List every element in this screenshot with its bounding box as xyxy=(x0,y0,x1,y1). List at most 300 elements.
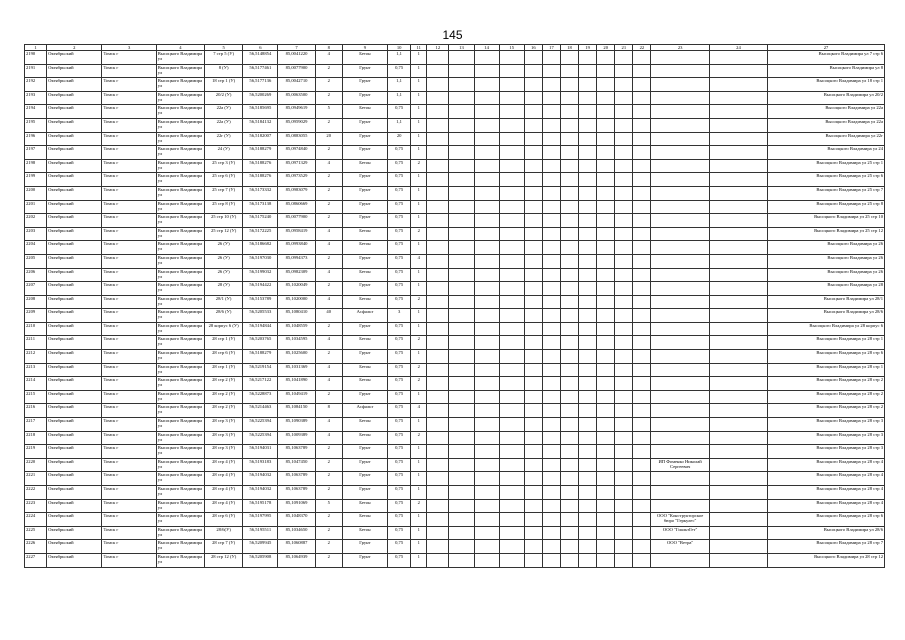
empty-cell xyxy=(560,431,578,445)
house-cell: 28 стр 6 (У) xyxy=(205,350,243,364)
surface-cell: Грунт xyxy=(342,458,387,472)
empty-cell xyxy=(560,268,578,282)
table-row xyxy=(25,118,885,132)
area-cell: 4 xyxy=(315,159,342,173)
empty-cell xyxy=(615,132,633,146)
empty-cell xyxy=(597,390,615,404)
empty-cell xyxy=(524,458,542,472)
empty-cell xyxy=(633,431,651,445)
empty-cell xyxy=(427,78,449,92)
empty-cell xyxy=(709,241,767,255)
latitude-cell: 56,5188279 xyxy=(243,146,278,160)
district-cell: Октябрьский xyxy=(47,64,102,78)
street-cell: Высоцкого Владимира ул xyxy=(156,350,204,364)
empty-cell xyxy=(524,159,542,173)
area-cell: 2 xyxy=(315,390,342,404)
table-row xyxy=(25,458,885,472)
surface-cell: Асфальт xyxy=(342,404,387,418)
empty-cell xyxy=(579,499,597,513)
row-number: 2204 xyxy=(25,241,47,255)
empty-cell xyxy=(427,51,449,65)
empty-cell xyxy=(709,227,767,241)
empty-cell xyxy=(560,404,578,418)
longitude-cell: 85,0042710 xyxy=(278,78,315,92)
empty-cell xyxy=(524,91,542,105)
empty-cell xyxy=(427,336,449,350)
empty-cell xyxy=(560,540,578,554)
area-cell: 2 xyxy=(315,186,342,200)
empty-cell xyxy=(449,282,474,296)
empty-cell xyxy=(542,186,560,200)
empty-cell xyxy=(474,486,499,500)
surface-cell: Грунт xyxy=(342,445,387,459)
empty-cell xyxy=(579,118,597,132)
empty-cell xyxy=(499,295,524,309)
house-cell: 28 стр 6 (У) xyxy=(205,513,243,527)
latitude-cell: 56,5203765 xyxy=(243,336,278,350)
city-cell: Томск г xyxy=(102,377,156,391)
empty-cell xyxy=(633,214,651,228)
empty-cell xyxy=(427,445,449,459)
row-number: 2213 xyxy=(25,363,47,377)
count-cell: 1 xyxy=(411,186,427,200)
city-cell: Томск г xyxy=(102,146,156,160)
volume-cell: 0,75 xyxy=(388,418,411,432)
house-cell: 28 стр 1 (У) xyxy=(205,363,243,377)
city-cell: Томск г xyxy=(102,118,156,132)
latitude-cell: 56,5195178 xyxy=(243,499,278,513)
empty-cell xyxy=(499,105,524,119)
column-number: 23 xyxy=(651,45,709,51)
empty-cell xyxy=(709,295,767,309)
empty-cell xyxy=(524,322,542,336)
table-row xyxy=(25,526,885,540)
empty-cell xyxy=(499,200,524,214)
empty-cell xyxy=(449,472,474,486)
address-cell: Высоцкого Владимира ул 28 стр 3 xyxy=(768,445,885,459)
latitude-cell: 56,5193183 xyxy=(243,458,278,472)
empty-cell xyxy=(524,64,542,78)
row-number: 2203 xyxy=(25,227,47,241)
empty-cell xyxy=(560,51,578,65)
empty-cell xyxy=(579,227,597,241)
table-row xyxy=(25,540,885,554)
empty-cell xyxy=(709,377,767,391)
district-cell: Октябрьский xyxy=(47,105,102,119)
empty-cell xyxy=(633,404,651,418)
owner-cell xyxy=(651,91,709,105)
table-row xyxy=(25,91,885,105)
volume-cell: 0,75 xyxy=(388,431,411,445)
address-cell: Высоцкого Владимира ул 8 xyxy=(768,64,885,78)
address-cell: Высоцкого Владимира ул 28 стр 4 xyxy=(768,458,885,472)
column-number: 20 xyxy=(597,45,615,51)
surface-cell: Грунт xyxy=(342,146,387,160)
empty-cell xyxy=(579,132,597,146)
empty-cell xyxy=(427,214,449,228)
street-cell: Высоцкого Владимира ул xyxy=(156,431,204,445)
street-cell: Высоцкого Владимира ул xyxy=(156,51,204,65)
count-cell: 1 xyxy=(411,173,427,187)
volume-cell: 1,1 xyxy=(388,91,411,105)
row-number: 2210 xyxy=(25,322,47,336)
empty-cell xyxy=(542,159,560,173)
area-cell: 2 xyxy=(315,486,342,500)
area-cell: 2 xyxy=(315,445,342,459)
row-number: 2191 xyxy=(25,64,47,78)
city-cell: Томск г xyxy=(102,513,156,527)
district-cell: Октябрьский xyxy=(47,499,102,513)
table-row xyxy=(25,513,885,527)
empty-cell xyxy=(633,105,651,119)
empty-cell xyxy=(709,105,767,119)
empty-cell xyxy=(524,254,542,268)
empty-cell xyxy=(633,486,651,500)
empty-cell xyxy=(524,390,542,404)
empty-cell xyxy=(449,200,474,214)
area-cell: 2 xyxy=(315,146,342,160)
empty-cell xyxy=(709,431,767,445)
empty-cell xyxy=(579,540,597,554)
empty-cell xyxy=(474,350,499,364)
count-cell: 4 xyxy=(411,404,427,418)
column-number: 15 xyxy=(499,45,524,51)
count-cell: 2 xyxy=(411,363,427,377)
column-number: 13 xyxy=(449,45,474,51)
house-cell: 28/6 (У) xyxy=(205,309,243,323)
longitude-cell: 85,0982309 xyxy=(278,268,315,282)
empty-cell xyxy=(579,268,597,282)
table-row xyxy=(25,431,885,445)
surface-cell: Бетон xyxy=(342,241,387,255)
empty-cell xyxy=(597,445,615,459)
longitude-cell: 85,1020000 xyxy=(278,295,315,309)
longitude-cell: 85,0077900 xyxy=(278,214,315,228)
empty-cell xyxy=(499,78,524,92)
latitude-cell: 56,5185695 xyxy=(243,105,278,119)
street-cell: Высоцкого Владимира ул xyxy=(156,241,204,255)
empty-cell xyxy=(597,499,615,513)
district-cell: Октябрьский xyxy=(47,336,102,350)
table-row xyxy=(25,173,885,187)
house-cell: 8 (У) xyxy=(205,64,243,78)
address-cell: Высоцкого Владимира ул 20/2 xyxy=(768,91,885,105)
house-cell: 18 стр 1 (У) xyxy=(205,78,243,92)
empty-cell xyxy=(499,431,524,445)
row-number: 2198 xyxy=(25,159,47,173)
empty-cell xyxy=(615,513,633,527)
empty-cell xyxy=(709,350,767,364)
latitude-cell: 56,5217122 xyxy=(243,377,278,391)
district-cell: Октябрьский xyxy=(47,350,102,364)
owner-cell xyxy=(651,431,709,445)
empty-cell xyxy=(499,540,524,554)
empty-cell xyxy=(579,309,597,323)
owner-cell xyxy=(651,159,709,173)
empty-cell xyxy=(560,91,578,105)
empty-cell xyxy=(474,336,499,350)
district-cell: Октябрьский xyxy=(47,404,102,418)
empty-cell xyxy=(427,322,449,336)
area-cell: 2 xyxy=(315,78,342,92)
row-number: 2218 xyxy=(25,431,47,445)
empty-cell xyxy=(633,350,651,364)
empty-cell xyxy=(524,553,542,567)
area-cell: 4 xyxy=(315,418,342,432)
count-cell: 1 xyxy=(411,268,427,282)
empty-cell xyxy=(597,118,615,132)
empty-cell xyxy=(560,418,578,432)
house-cell: 28 стр 4 (У) xyxy=(205,486,243,500)
column-number: 21 xyxy=(615,45,633,51)
empty-cell xyxy=(709,458,767,472)
empty-cell xyxy=(579,526,597,540)
longitude-cell: 85,1034650 xyxy=(278,526,315,540)
empty-cell xyxy=(542,472,560,486)
empty-cell xyxy=(499,186,524,200)
empty-cell xyxy=(709,282,767,296)
empty-cell xyxy=(474,146,499,160)
latitude-cell: 56,5219154 xyxy=(243,363,278,377)
empty-cell xyxy=(633,390,651,404)
table-row xyxy=(25,553,885,567)
empty-cell xyxy=(474,540,499,554)
empty-cell xyxy=(474,390,499,404)
volume-cell: 0,75 xyxy=(388,513,411,527)
column-number: 1 xyxy=(25,45,47,51)
surface-cell: Бетон xyxy=(342,499,387,513)
row-number: 2193 xyxy=(25,91,47,105)
volume-cell: 0,75 xyxy=(388,322,411,336)
owner-cell xyxy=(651,336,709,350)
empty-cell xyxy=(709,159,767,173)
empty-cell xyxy=(615,336,633,350)
area-cell: 2 xyxy=(315,540,342,554)
city-cell: Томск г xyxy=(102,472,156,486)
longitude-cell: 85,0883055 xyxy=(278,132,315,146)
longitude-cell: 85,0949619 xyxy=(278,105,315,119)
empty-cell xyxy=(633,526,651,540)
empty-cell xyxy=(474,241,499,255)
empty-cell xyxy=(499,146,524,160)
empty-cell xyxy=(579,214,597,228)
count-cell: 1 xyxy=(411,472,427,486)
empty-cell xyxy=(499,390,524,404)
empty-cell xyxy=(524,282,542,296)
empty-cell xyxy=(633,268,651,282)
volume-cell: 0,75 xyxy=(388,363,411,377)
empty-cell xyxy=(615,377,633,391)
longitude-cell: 85,0971329 xyxy=(278,159,315,173)
empty-cell xyxy=(474,186,499,200)
empty-cell xyxy=(542,350,560,364)
table-row xyxy=(25,499,885,513)
empty-cell xyxy=(709,309,767,323)
empty-cell xyxy=(542,132,560,146)
table-row xyxy=(25,200,885,214)
empty-cell xyxy=(524,78,542,92)
city-cell: Томск г xyxy=(102,458,156,472)
empty-cell xyxy=(542,513,560,527)
empty-cell xyxy=(499,322,524,336)
empty-cell xyxy=(499,51,524,65)
city-cell: Томск г xyxy=(102,282,156,296)
empty-cell xyxy=(709,64,767,78)
street-cell: Высоцкого Владимира ул xyxy=(156,91,204,105)
empty-cell xyxy=(579,431,597,445)
empty-cell xyxy=(524,472,542,486)
empty-cell xyxy=(427,254,449,268)
empty-cell xyxy=(597,322,615,336)
empty-cell xyxy=(597,540,615,554)
empty-cell xyxy=(542,173,560,187)
empty-cell xyxy=(597,472,615,486)
latitude-cell: 56,5172225 xyxy=(243,227,278,241)
house-cell: 20/2 (У) xyxy=(205,91,243,105)
empty-cell xyxy=(597,159,615,173)
empty-cell xyxy=(524,268,542,282)
empty-cell xyxy=(542,64,560,78)
empty-cell xyxy=(449,418,474,432)
empty-cell xyxy=(524,173,542,187)
empty-cell xyxy=(474,254,499,268)
owner-cell xyxy=(651,268,709,282)
street-cell: Высоцкого Владимира ул xyxy=(156,200,204,214)
house-cell: 28 стр 4 (У) xyxy=(205,458,243,472)
row-number: 2209 xyxy=(25,309,47,323)
empty-cell xyxy=(499,553,524,567)
city-cell: Томск г xyxy=(102,200,156,214)
area-cell: 2 xyxy=(315,214,342,228)
longitude-cell: 85,0973529 xyxy=(278,173,315,187)
empty-cell xyxy=(633,200,651,214)
count-cell: 2 xyxy=(411,377,427,391)
surface-cell: Грунт xyxy=(342,254,387,268)
empty-cell xyxy=(597,486,615,500)
row-number: 2221 xyxy=(25,472,47,486)
empty-cell xyxy=(709,336,767,350)
empty-cell xyxy=(597,146,615,160)
empty-cell xyxy=(542,553,560,567)
empty-cell xyxy=(560,486,578,500)
empty-cell xyxy=(709,118,767,132)
empty-cell xyxy=(542,146,560,160)
empty-cell xyxy=(597,404,615,418)
empty-cell xyxy=(449,322,474,336)
longitude-cell: 85,0063500 xyxy=(278,91,315,105)
empty-cell xyxy=(427,118,449,132)
empty-cell xyxy=(709,78,767,92)
longitude-cell: 85,0860669 xyxy=(278,200,315,214)
volume-cell: 0,75 xyxy=(388,173,411,187)
count-cell: 1 xyxy=(411,282,427,296)
empty-cell xyxy=(542,91,560,105)
area-cell: 4 xyxy=(315,377,342,391)
column-number: 24 xyxy=(709,45,767,51)
empty-cell xyxy=(524,336,542,350)
registry-table-container xyxy=(24,44,885,568)
empty-cell xyxy=(579,146,597,160)
surface-cell: Грунт xyxy=(342,78,387,92)
column-number: 14 xyxy=(474,45,499,51)
district-cell: Октябрьский xyxy=(47,445,102,459)
longitude-cell: 85,1090389 xyxy=(278,418,315,432)
house-cell: 25 стр 8 (У) xyxy=(205,200,243,214)
volume-cell: 0,75 xyxy=(388,350,411,364)
empty-cell xyxy=(615,51,633,65)
table-row xyxy=(25,241,885,255)
street-cell: Высоцкого Владимира ул xyxy=(156,268,204,282)
empty-cell xyxy=(524,309,542,323)
volume-cell: 0,75 xyxy=(388,64,411,78)
empty-cell xyxy=(597,282,615,296)
empty-cell xyxy=(427,431,449,445)
empty-cell xyxy=(427,458,449,472)
latitude-cell: 56,5184132 xyxy=(243,118,278,132)
empty-cell xyxy=(615,282,633,296)
empty-cell xyxy=(474,513,499,527)
latitude-cell: 56,5199032 xyxy=(243,268,278,282)
column-number: 18 xyxy=(560,45,578,51)
empty-cell xyxy=(542,268,560,282)
empty-cell xyxy=(560,526,578,540)
latitude-cell: 56,5194031 xyxy=(243,445,278,459)
house-cell: 28 стр 7 (У) xyxy=(205,540,243,554)
row-number: 2202 xyxy=(25,214,47,228)
empty-cell xyxy=(474,64,499,78)
longitude-cell: 85,1020049 xyxy=(278,282,315,296)
empty-cell xyxy=(709,486,767,500)
row-number: 2220 xyxy=(25,458,47,472)
address-cell: Высоцкого Владимира ул 26 xyxy=(768,254,885,268)
city-cell: Томск г xyxy=(102,78,156,92)
volume-cell: 0,75 xyxy=(388,377,411,391)
empty-cell xyxy=(633,159,651,173)
empty-cell xyxy=(633,336,651,350)
empty-cell xyxy=(615,540,633,554)
latitude-cell: 56,5177461 xyxy=(243,64,278,78)
empty-cell xyxy=(449,553,474,567)
empty-cell xyxy=(560,200,578,214)
street-cell: Высоцкого Владимира ул xyxy=(156,78,204,92)
empty-cell xyxy=(560,445,578,459)
district-cell: Октябрьский xyxy=(47,214,102,228)
empty-cell xyxy=(427,91,449,105)
area-cell: 2 xyxy=(315,118,342,132)
empty-cell xyxy=(449,64,474,78)
column-number: 8 xyxy=(315,45,342,51)
city-cell: Томск г xyxy=(102,404,156,418)
empty-cell xyxy=(449,78,474,92)
empty-cell xyxy=(709,418,767,432)
surface-cell: Грунт xyxy=(342,472,387,486)
district-cell: Октябрьский xyxy=(47,295,102,309)
empty-cell xyxy=(560,282,578,296)
empty-cell xyxy=(474,159,499,173)
empty-cell xyxy=(560,336,578,350)
area-cell: 2 xyxy=(315,254,342,268)
surface-cell: Грунт xyxy=(342,390,387,404)
volume-cell: 0,75 xyxy=(388,445,411,459)
table-row xyxy=(25,268,885,282)
volume-cell: 3 xyxy=(388,309,411,323)
count-cell: 1 xyxy=(411,64,427,78)
empty-cell xyxy=(449,336,474,350)
table-row xyxy=(25,418,885,432)
address-cell: Высоцкого Владимира ул 28 стр 2 xyxy=(768,390,885,404)
empty-cell xyxy=(499,282,524,296)
column-number: 10 xyxy=(388,45,411,51)
